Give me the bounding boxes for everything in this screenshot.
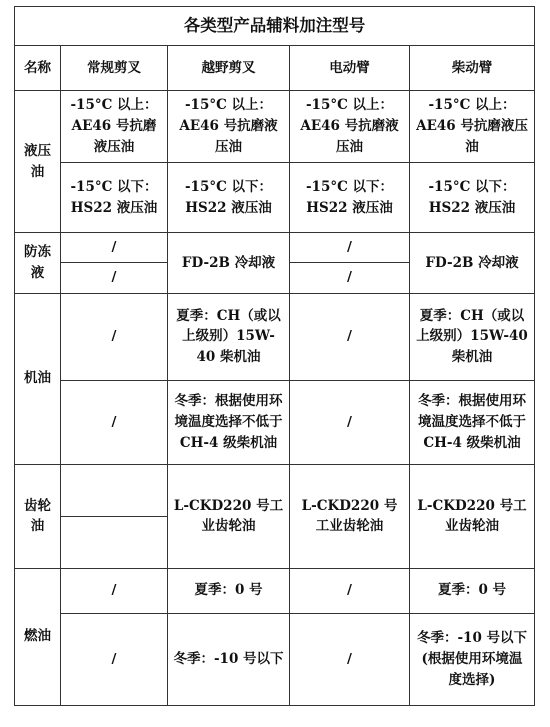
fuel-electric-boom-summer: / <box>290 568 410 613</box>
fuel-regular-scissor-summer: / <box>61 568 168 613</box>
engine-oil-diesel-boom-summer: 夏季：CH（或以上级别）15W-40 柴机油 <box>410 293 535 380</box>
row-name-antifreeze: 防冻液 <box>15 233 61 294</box>
gear-oil-diesel-boom: L-CKD220 号工业齿轮油 <box>410 464 535 568</box>
engine-oil-electric-boom-winter: / <box>290 380 410 464</box>
header-electric-boom: 电动臂 <box>290 46 410 91</box>
gear-oil-regular-scissor-1 <box>61 464 168 516</box>
engine-oil-diesel-boom-winter: 冬季：根据使用环境温度选择不低于 CH-4 级柴机油 <box>410 380 535 464</box>
antifreeze-regular-scissor-2: / <box>61 262 168 293</box>
hydraulic-offroad-scissor-above: -15°C 以上：AE46 号抗磨液压油 <box>168 91 290 163</box>
row-name-engine-oil: 机油 <box>15 293 61 464</box>
fuel-electric-boom-winter: / <box>290 613 410 705</box>
antifreeze-regular-scissor-1: / <box>61 233 168 263</box>
header-offroad-scissor: 越野剪叉 <box>168 46 290 91</box>
row-name-fuel: 燃油 <box>15 568 61 705</box>
fluid-spec-table <box>14 6 535 706</box>
gear-oil-regular-scissor-2 <box>61 516 168 568</box>
engine-oil-offroad-scissor-winter: 冬季：根据使用环境温度选择不低于 CH-4 级柴机油 <box>168 380 290 464</box>
hydraulic-diesel-boom-below: -15°C 以下：HS22 液压油 <box>410 163 535 233</box>
hydraulic-electric-boom-below: -15°C 以下：HS22 液压油 <box>290 163 410 233</box>
engine-oil-regular-scissor-summer: / <box>61 293 168 380</box>
header-regular-scissor: 常规剪叉 <box>61 46 168 91</box>
hydraulic-offroad-scissor-below: -15°C 以下：HS22 液压油 <box>168 163 290 233</box>
fluid-spec-table-wrapper <box>14 6 534 706</box>
engine-oil-regular-scissor-winter: / <box>61 380 168 464</box>
gear-oil-offroad-scissor: L-CKD220 号工业齿轮油 <box>168 464 290 568</box>
hydraulic-diesel-boom-above: -15°C 以上：AE46 号抗磨液压油 <box>410 91 535 163</box>
antifreeze-diesel-boom: FD-2B 冷却液 <box>410 233 535 294</box>
row-name-hydraulic-oil: 液压油 <box>15 91 61 233</box>
fuel-regular-scissor-winter: / <box>61 613 168 705</box>
header-name: 名称 <box>15 46 61 91</box>
engine-oil-electric-boom-summer: / <box>290 293 410 380</box>
hydraulic-electric-boom-above: -15°C 以上：AE46 号抗磨液压油 <box>290 91 410 163</box>
gear-oil-electric-boom: L-CKD220 号工业齿轮油 <box>290 464 410 568</box>
fuel-offroad-scissor-winter: 冬季：-10 号以下 <box>168 613 290 705</box>
fuel-offroad-scissor-summer: 夏季：0 号 <box>168 568 290 613</box>
antifreeze-offroad-scissor: FD-2B 冷却液 <box>168 233 290 294</box>
hydraulic-regular-scissor-above: -15°C 以上：AE46 号抗磨液压油 <box>61 91 168 163</box>
row-name-gear-oil: 齿轮油 <box>15 464 61 568</box>
antifreeze-electric-boom-1: / <box>290 233 410 263</box>
header-diesel-boom: 柴动臂 <box>410 46 535 91</box>
engine-oil-offroad-scissor-summer: 夏季：CH（或以上级别）15W-40 柴机油 <box>168 293 290 380</box>
fuel-diesel-boom-winter: 冬季：-10 号以下(根据使用环境温度选择) <box>410 613 535 705</box>
fuel-diesel-boom-summer: 夏季：0 号 <box>410 568 535 613</box>
table-title: 各类型产品辅料加注型号 <box>15 7 535 46</box>
antifreeze-electric-boom-2: / <box>290 262 410 293</box>
hydraulic-regular-scissor-below: -15°C 以下：HS22 液压油 <box>61 163 168 233</box>
